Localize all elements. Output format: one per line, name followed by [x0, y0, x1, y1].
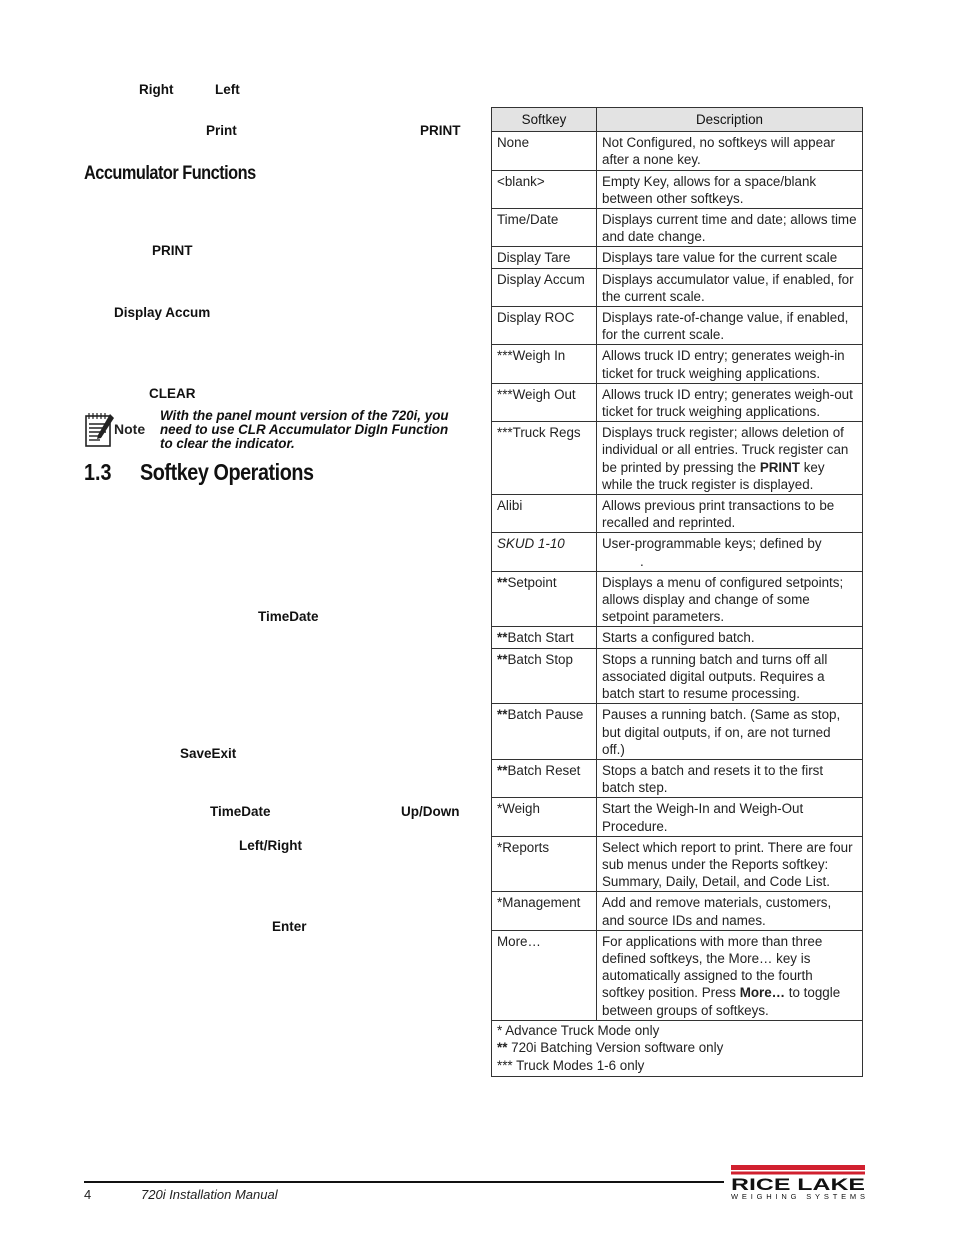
- rice-lake-logo: [728, 1165, 868, 1201]
- left-keyword: Left: [215, 82, 240, 97]
- table-row: [492, 247, 863, 268]
- description-cell: Starts a configured batch.: [597, 627, 863, 648]
- batching-mark: **: [497, 762, 508, 778]
- softkey-cell: ***Weigh In: [492, 345, 597, 383]
- clear-keyword: CLEAR: [149, 386, 196, 401]
- description-cell: Displays tare value for the current scale: [597, 247, 863, 268]
- description-cell: Select which report to print. There are four sub menus under the Reports softkey: Summary, Daily, Detail, and Code List.: [597, 836, 863, 892]
- table-row: [492, 307, 863, 345]
- table-row: [492, 383, 863, 421]
- description-cell: Start the Weigh-In and Weigh-Out Procedure.: [597, 798, 863, 836]
- table-row: [492, 422, 863, 495]
- softkey-cell: [492, 704, 597, 760]
- description-column-header: Description: [597, 108, 863, 132]
- section-title: Softkey Operations: [140, 459, 314, 485]
- timedate-keyword-2: TimeDate: [210, 804, 271, 819]
- description-cell: Stops a batch and resets it to the first batch step.: [597, 759, 863, 797]
- description-text: For applications with more than three defined softkeys, the More… key is automatically assigned to the fourth softkey position. Press: [602, 933, 823, 1001]
- softkey-cell: [492, 627, 597, 648]
- description-cell: Not Configured, no softkeys will appear after a none key.: [597, 132, 863, 170]
- description-cell: Stops a running batch and turns off all associated digital outputs. Requires a batch start to resume processing.: [597, 648, 863, 704]
- batching-mark: **: [497, 651, 508, 667]
- softkey-cell: <blank>: [492, 170, 597, 208]
- softkey-cell: ***Truck Regs: [492, 422, 597, 495]
- updown-keyword: Up/Down: [401, 804, 460, 819]
- softkey-cell: [492, 648, 597, 704]
- description-cell: [597, 533, 863, 571]
- table-row: [492, 345, 863, 383]
- description-cell: Displays a menu of configured setpoints; allows display and change of some setpoint parameters.: [597, 571, 863, 627]
- description-text: to toggle between groups of softkeys.: [602, 985, 841, 1018]
- footnote-truck-modes: *** Truck Modes 1-6 only: [497, 1057, 645, 1073]
- table-header-row: [492, 108, 863, 132]
- footnote-advance-truck: * Advance Truck Mode only: [497, 1022, 660, 1038]
- batching-mark: **: [497, 630, 508, 646]
- softkey-cell: Alibi: [492, 495, 597, 533]
- note-line-3: to clear the indicator.: [160, 436, 295, 452]
- description-cell: Empty Key, allows for a space/blank between other softkeys.: [597, 170, 863, 208]
- print-softkey-keyword: Print: [206, 123, 237, 138]
- softkey-cell: [492, 571, 597, 627]
- accumulator-functions-heading: Accumulator Functions: [84, 163, 256, 184]
- print-key-keyword-2: PRINT: [152, 243, 193, 258]
- description-cell: Displays current time and date; allows time and date change.: [597, 209, 863, 247]
- table-row: [492, 892, 863, 930]
- saveexit-keyword: SaveExit: [180, 746, 237, 761]
- softkey-cell: *Weigh: [492, 798, 597, 836]
- print-key-bold: PRINT: [759, 459, 800, 475]
- softkey-label: Batch Start: [507, 630, 574, 646]
- softkey-label: Batch Stop: [507, 651, 573, 667]
- logo-wordmark: RICE LAKE: [731, 1175, 865, 1194]
- section-number: 1.3: [84, 459, 112, 485]
- logo-tagline: WEIGHING SYSTEMS: [731, 1192, 865, 1201]
- footnote-cell: [492, 1020, 863, 1077]
- note-text: [160, 409, 465, 452]
- softkey-cell: ***Weigh Out: [492, 383, 597, 421]
- description-cell: Pauses a running batch. (Same as stop, but digital outputs, if on, are not turned off.): [597, 704, 863, 760]
- page-number: 4: [84, 1187, 92, 1202]
- softkey-label: Setpoint: [507, 574, 557, 590]
- description-cell: Displays accumulator value, if enabled, for the current scale.: [597, 268, 863, 306]
- table-row: [492, 798, 863, 836]
- footer-rule: [84, 1181, 724, 1183]
- softkey-cell: Time/Date: [492, 209, 597, 247]
- table-row: [492, 930, 863, 1020]
- manual-title: 720i Installation Manual: [141, 1187, 278, 1202]
- note-line-1: With the panel mount version of the 720i, you: [160, 408, 449, 423]
- description-cell: Allows truck ID entry; generates weigh-out ticket for truck weighing applications.: [597, 383, 863, 421]
- footnote-batching: [497, 1039, 857, 1057]
- table-row: [492, 209, 863, 247]
- description-cell: [597, 422, 863, 495]
- table-row: [492, 571, 863, 627]
- table-row: [492, 495, 863, 533]
- more-key-bold: More…: [739, 985, 786, 1001]
- leftright-keyword: Left/Right: [239, 838, 302, 853]
- table-row: [492, 170, 863, 208]
- softkey-table: [491, 107, 863, 1077]
- note-icon-label: Note: [114, 421, 146, 437]
- description-text: .: [640, 553, 644, 569]
- note-icon: [84, 410, 154, 450]
- table-row: [492, 648, 863, 704]
- softkey-label: Batch Pause: [507, 707, 584, 723]
- description-text: Displays truck register; allows deletion of individual or all entries. Truck register can be printed by pressing the: [602, 425, 849, 475]
- description-cell: Allows previous print transactions to be recalled and reprinted.: [597, 495, 863, 533]
- note-line-2: need to use CLR Accumulator DigIn Function: [160, 422, 449, 438]
- softkey-cell: None: [492, 132, 597, 170]
- description-cell: Add and remove materials, customers, and source IDs and names.: [597, 892, 863, 930]
- batching-mark: **: [497, 1040, 508, 1056]
- table-row: [492, 836, 863, 892]
- enter-keyword: Enter: [272, 919, 307, 934]
- table-row: [492, 704, 863, 760]
- softkey-cell: More…: [492, 930, 597, 1020]
- table-row: [492, 533, 863, 571]
- softkey-cell: Display Accum: [492, 268, 597, 306]
- description-cell: Allows truck ID entry; generates weigh-in ticket for truck weighing applications.: [597, 345, 863, 383]
- table-row: [492, 132, 863, 170]
- description-text: key while the truck register is displayed.: [602, 459, 825, 492]
- right-keyword: Right: [139, 82, 174, 97]
- batching-mark: **: [497, 574, 508, 590]
- timedate-keyword: TimeDate: [258, 609, 319, 624]
- softkey-cell: Display ROC: [492, 307, 597, 345]
- softkey-cell: *Management: [492, 892, 597, 930]
- table-footnote-row: [492, 1020, 863, 1077]
- footnote-text: 720i Batching Version software only: [507, 1040, 724, 1056]
- table-row: [492, 627, 863, 648]
- description-cell: Displays rate-of-change value, if enabled, for the current scale.: [597, 307, 863, 345]
- description-text: User-programmable keys; defined by: [602, 536, 822, 552]
- softkey-cell: [492, 759, 597, 797]
- table-row: [492, 759, 863, 797]
- softkey-label: Batch Reset: [507, 762, 581, 778]
- description-cell: [597, 930, 863, 1020]
- print-key-keyword: PRINT: [420, 123, 461, 138]
- softkey-cell: SKUD 1-10: [492, 533, 597, 571]
- softkey-column-header: Softkey: [492, 108, 597, 132]
- softkey-cell: *Reports: [492, 836, 597, 892]
- table-row: [492, 268, 863, 306]
- batching-mark: **: [497, 707, 508, 723]
- softkey-cell: Display Tare: [492, 247, 597, 268]
- display-accum-keyword: Display Accum: [114, 305, 211, 320]
